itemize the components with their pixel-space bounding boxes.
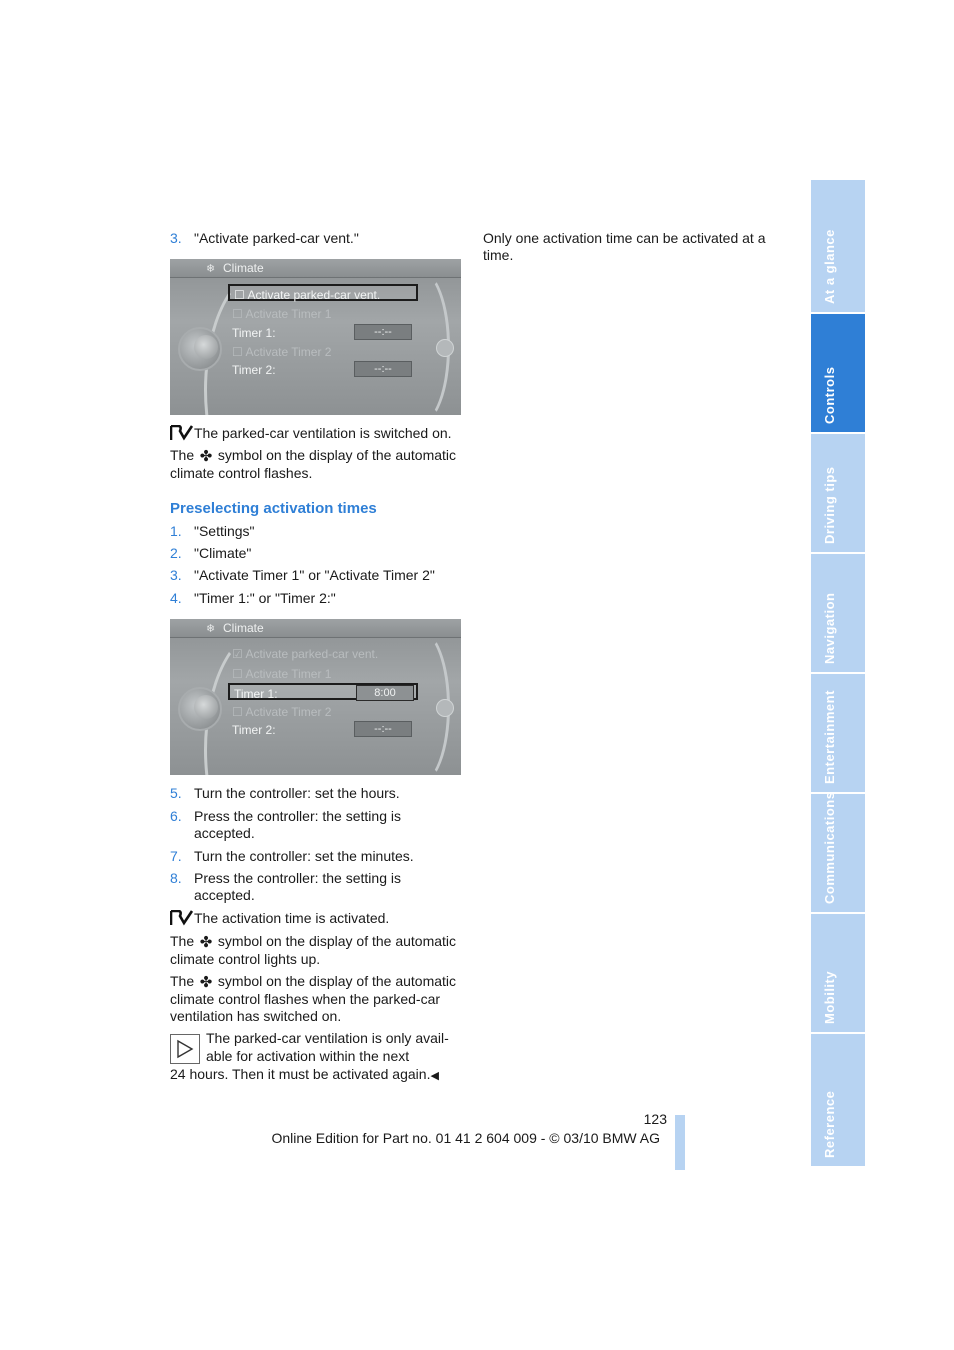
- menu-item-label: Timer 1:: [232, 326, 276, 340]
- scroll-indicator: [436, 699, 454, 717]
- tab-controls[interactable]: Controls: [811, 314, 865, 432]
- note-line-3: 24 hours. Then it must be activated again.◀: [170, 1066, 439, 1082]
- controller-knob-center: [194, 695, 218, 719]
- confirmation-text: The activation time is activated.: [194, 910, 390, 926]
- menu-item-label: ☐ Activate Timer 2: [232, 345, 332, 359]
- controller-knob-center: [194, 335, 218, 359]
- check-icon: [170, 910, 194, 930]
- menu-item-label: Timer 2:: [232, 723, 276, 737]
- timer-value: --:--: [354, 361, 412, 377]
- fan-icon: ✤: [199, 934, 213, 951]
- menu-item-timer-2[interactable]: [228, 721, 414, 738]
- page-marker-bar: [675, 1115, 685, 1170]
- right-column-text: Only one activation time can be activated at a time.: [483, 230, 766, 263]
- menu-item-label: Timer 2:: [232, 363, 276, 377]
- menu-item-activate-timer-1[interactable]: [228, 305, 414, 322]
- confirmation-text: The parked-car ventilation is switched on.: [194, 425, 452, 441]
- timer-value: --:--: [354, 721, 412, 737]
- note-arrow-icon: [170, 1034, 200, 1064]
- tab-reference[interactable]: Reference: [811, 1034, 865, 1166]
- fan-icon: ✤: [199, 448, 213, 465]
- menu-item-label: Timer 1:: [234, 687, 278, 701]
- step-text: "Activate parked-car vent.": [194, 230, 359, 246]
- screen-title: Climate: [223, 261, 264, 275]
- tab-mobility[interactable]: Mobility: [811, 914, 865, 1032]
- confirmation-1: [170, 425, 462, 445]
- tab-communications[interactable]: Communications: [811, 794, 865, 912]
- menu-item-label: ☐ Activate Timer 1: [232, 667, 332, 681]
- menu-item-label: ☐ Activate Timer 1: [232, 307, 332, 321]
- menu-item-timer-1[interactable]: [228, 324, 414, 341]
- paragraph-2: The ✤ symbol on the display of the automatic climate control lights up.: [170, 933, 457, 967]
- scroll-indicator: [436, 339, 454, 357]
- climate-icon: ❄: [206, 623, 216, 635]
- note-line-2: able for activation within the next: [206, 1048, 410, 1064]
- menu-item-label: ☑ Activate parked-car vent.: [232, 647, 379, 661]
- screen-title: Climate: [223, 621, 264, 635]
- tab-driving-tips[interactable]: Driving tips: [811, 434, 865, 552]
- section-heading: Preselecting activation times: [170, 500, 377, 517]
- step-number: 3.: [170, 230, 182, 246]
- page-number: 123: [643, 1111, 667, 1127]
- menu-item-activate-vent[interactable]: [228, 284, 418, 301]
- check-icon: [170, 425, 194, 445]
- climate-icon: ❄: [206, 263, 216, 275]
- menu-item-activate-vent[interactable]: [228, 645, 414, 662]
- menu-item-activate-timer-1[interactable]: [228, 665, 414, 682]
- menu-item-timer-2[interactable]: [228, 361, 414, 378]
- menu-item-label: ☐ Activate parked-car vent.: [234, 288, 381, 302]
- menu-item-activate-timer-2[interactable]: [228, 703, 414, 720]
- footer-edition: Online Edition for Part no. 01 41 2 604 009 - © 03/10 BMW AG: [271, 1130, 660, 1146]
- tab-navigation[interactable]: Navigation: [811, 554, 865, 672]
- tab-at-a-glance[interactable]: At a glance: [811, 180, 865, 312]
- idrive-screen-1: [170, 259, 461, 415]
- tab-entertainment[interactable]: Entertainment: [811, 674, 865, 792]
- end-mark-icon: ◀: [430, 1070, 439, 1082]
- menu-item-label: ☐ Activate Timer 2: [232, 705, 332, 719]
- timer-value: --:--: [354, 324, 412, 340]
- paragraph-1: The ✤ symbol on the display of the automatic climate control flashes.: [170, 447, 457, 481]
- menu-item-activate-timer-2[interactable]: [228, 343, 414, 360]
- note-line-1: The parked-car ventilation is only avail-: [206, 1030, 449, 1046]
- fan-icon: ✤: [199, 974, 213, 991]
- confirmation-2: [170, 910, 462, 930]
- menu-item-timer-1[interactable]: [228, 683, 418, 700]
- paragraph-3: The ✤ symbol on the display of the automatic climate control flashes when the parked-car ventilation has switched on.: [170, 973, 457, 1024]
- idrive-screen-2: [170, 619, 461, 775]
- timer-value: 8:00: [356, 685, 414, 701]
